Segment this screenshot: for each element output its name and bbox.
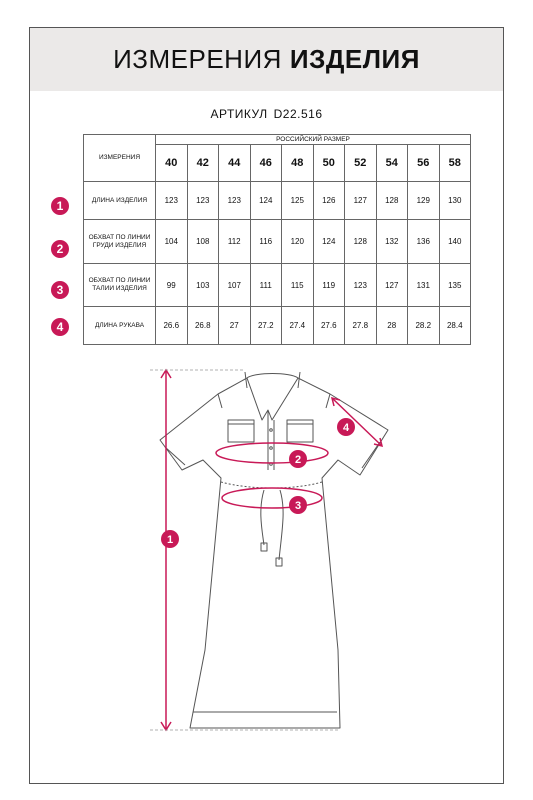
size-header-cell: 46 — [250, 145, 282, 182]
table-cell: 126 — [313, 182, 345, 220]
table-cell: 131 — [408, 264, 440, 307]
size-header-cell: 56 — [408, 145, 440, 182]
table-cell: 115 — [282, 264, 314, 307]
table-cell: 129 — [408, 182, 440, 220]
table-cell: 132 — [376, 220, 408, 264]
row-badge-4: 4 — [51, 318, 69, 336]
table-cell: 112 — [219, 220, 251, 264]
size-header-cell: 52 — [345, 145, 377, 182]
table-cell: 128 — [376, 182, 408, 220]
table-cell: 136 — [408, 220, 440, 264]
table-cell: 103 — [187, 264, 219, 307]
row-badge-1: 1 — [51, 197, 69, 215]
row-label: ДЛИНА РУКАВА — [84, 307, 156, 345]
table-cell: 123 — [345, 264, 377, 307]
table-cell: 28.2 — [408, 307, 440, 345]
table-cell: 120 — [282, 220, 314, 264]
table-cell: 135 — [439, 264, 471, 307]
table-cell: 107 — [219, 264, 251, 307]
marker-2-text: 2 — [294, 454, 302, 466]
table-cell: 125 — [282, 182, 314, 220]
table-cell: 140 — [439, 220, 471, 264]
row-badge-2: 2 — [51, 240, 69, 258]
size-header-cell: 44 — [219, 145, 251, 182]
row-badge-3: 3 — [51, 281, 69, 299]
table-cell: 27 — [219, 307, 251, 345]
size-header-cell: 40 — [156, 145, 188, 182]
table-corner-label: ИЗМЕРЕНИЯ — [84, 135, 156, 182]
article-label: АРТИКУЛ — [210, 107, 268, 121]
table-cell: 27.2 — [250, 307, 282, 345]
table-cell: 28 — [376, 307, 408, 345]
size-header-cell: 58 — [439, 145, 471, 182]
header-title-light: ИЗМЕРЕНИЯ — [113, 44, 282, 74]
table-cell: 28.4 — [439, 307, 471, 345]
row-label: ДЛИНА ИЗДЕЛИЯ — [84, 182, 156, 220]
table-cell: 124 — [313, 220, 345, 264]
size-header-cell: 48 — [282, 145, 314, 182]
row-label: ОБХВАТ ПО ЛИНИИ ТАЛИИ ИЗДЕЛИЯ — [84, 264, 156, 307]
row-label: ОБХВАТ ПО ЛИНИИ ГРУДИ ИЗДЕЛИЯ — [84, 220, 156, 264]
table-cell: 130 — [439, 182, 471, 220]
table-cell: 27.4 — [282, 307, 314, 345]
table-cell: 26.6 — [156, 307, 188, 345]
table-cell: 108 — [187, 220, 219, 264]
table-cell: 26.8 — [187, 307, 219, 345]
table-cell: 123 — [219, 182, 251, 220]
header-title-bold: ИЗДЕЛИЯ — [289, 44, 420, 74]
table-cell: 128 — [345, 220, 377, 264]
table-cell: 123 — [187, 182, 219, 220]
table-cell: 27.8 — [345, 307, 377, 345]
table-cell: 104 — [156, 220, 188, 264]
size-header-cell: 54 — [376, 145, 408, 182]
table-cell: 119 — [313, 264, 345, 307]
marker-1-text: 1 — [166, 534, 174, 546]
size-header-cell: 42 — [187, 145, 219, 182]
table-cell: 127 — [376, 264, 408, 307]
size-group-label: РОССИЙСКИЙ РАЗМЕР — [156, 135, 471, 145]
article-code: D22.516 — [273, 107, 323, 121]
table-cell: 99 — [156, 264, 188, 307]
table-cell: 124 — [250, 182, 282, 220]
table-cell: 111 — [250, 264, 282, 307]
measure-waist-line — [222, 488, 322, 514]
table-cell: 27.6 — [313, 307, 345, 345]
marker-4-text: 4 — [342, 422, 350, 434]
table-cell: 116 — [250, 220, 282, 264]
size-header-cell: 50 — [313, 145, 345, 182]
table-cell: 127 — [345, 182, 377, 220]
marker-3-text: 3 — [294, 500, 302, 512]
table-cell: 123 — [156, 182, 188, 220]
